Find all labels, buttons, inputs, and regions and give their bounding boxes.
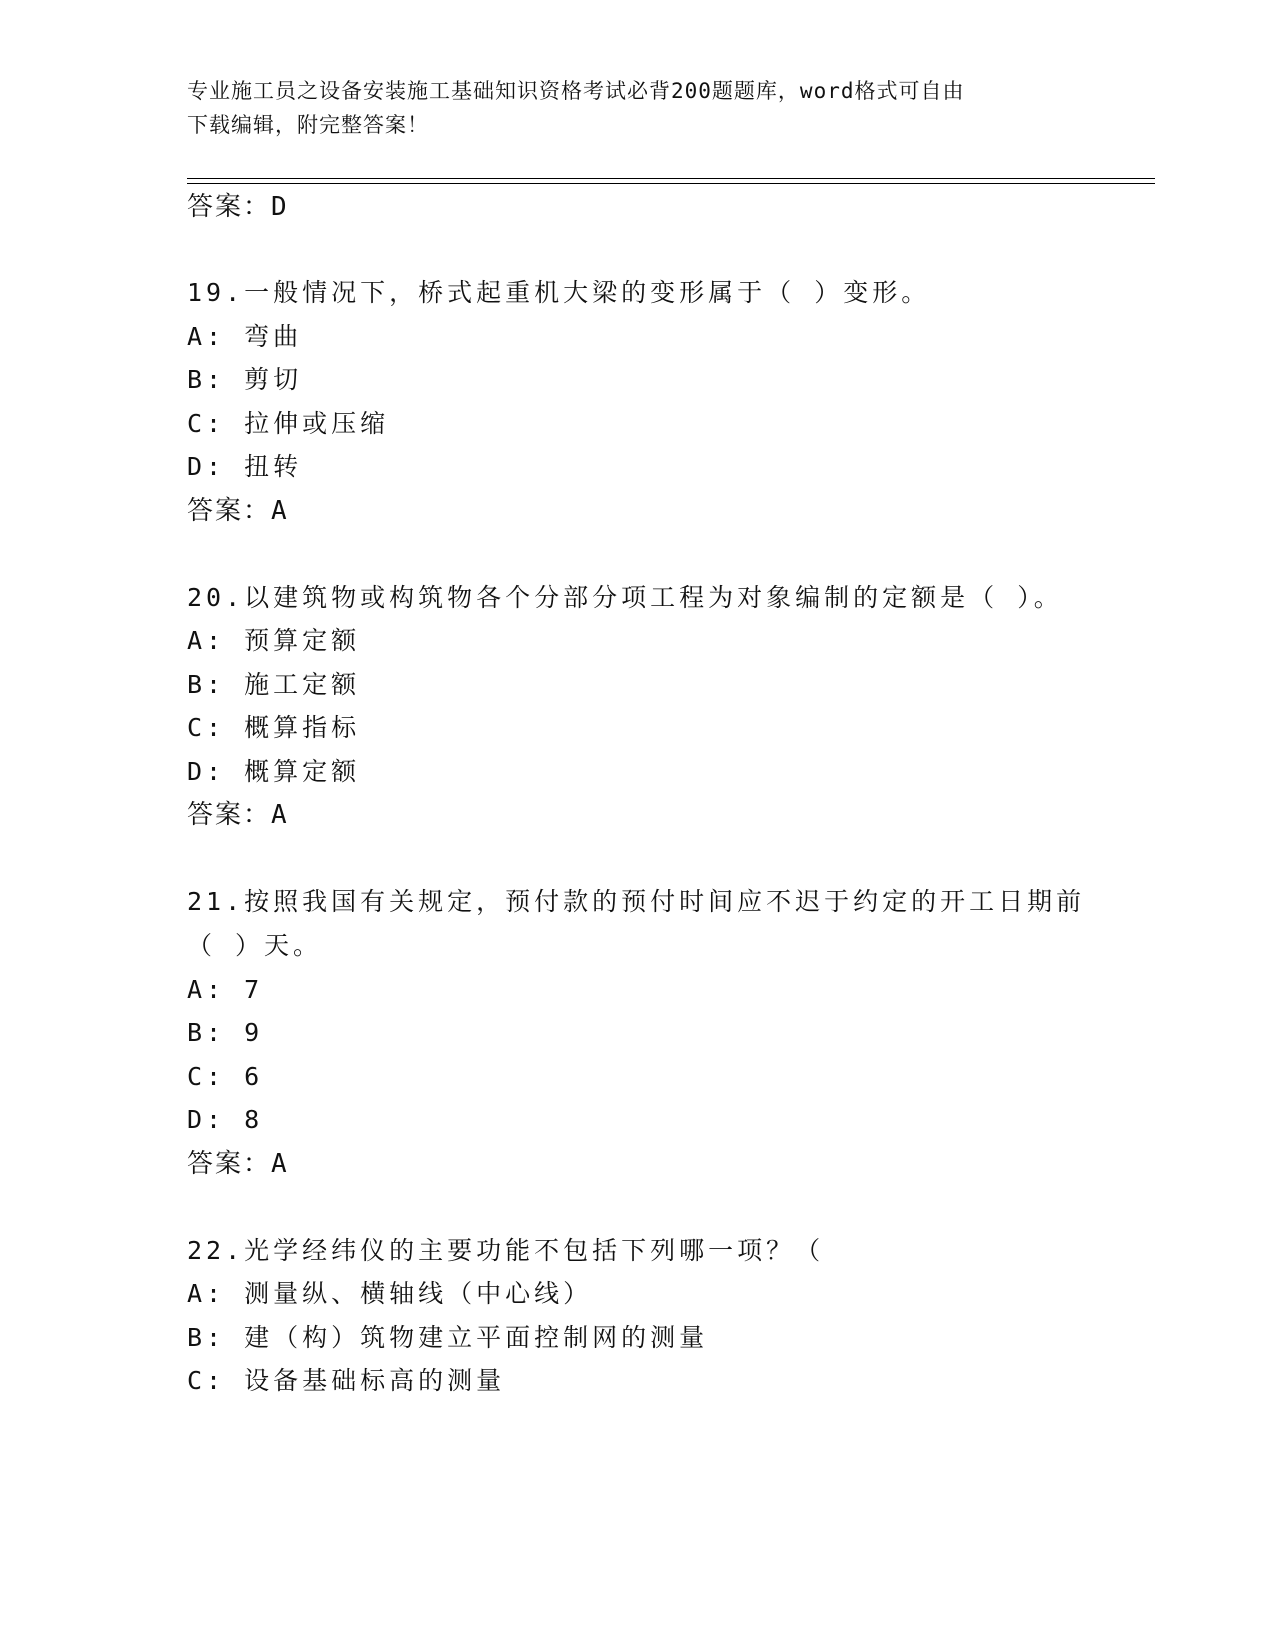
question-19-option-c: C: 拉伸或压缩 bbox=[187, 409, 390, 438]
question-19-option-b: B: 剪切 bbox=[187, 365, 303, 394]
question-20-option-b: B: 施工定额 bbox=[187, 670, 361, 699]
question-20-stem: 20.以建筑物或构筑物各个分部分项工程为对象编制的定额是（ ）。 bbox=[187, 583, 1063, 612]
question-21-option-d: D: 8 bbox=[187, 1105, 264, 1134]
header-line-1: 专业施工员之设备安装施工基础知识资格考试必背200题题库，word格式可自由 bbox=[187, 79, 965, 103]
question-19-stem: 19.一般情况下，桥式起重机大梁的变形属于（ ）变形。 bbox=[187, 278, 931, 307]
question-22-option-c: C: 设备基础标高的测量 bbox=[187, 1366, 506, 1395]
header-rule-top bbox=[187, 178, 1155, 179]
question-22-option-b: B: 建（构）筑物建立平面控制网的测量 bbox=[187, 1323, 709, 1352]
question-21-stem: 21.按照我国有关规定，预付款的预付时间应不迟于约定的开工日期前 bbox=[187, 887, 1086, 916]
document-header bbox=[187, 74, 1077, 142]
header-rule-bottom bbox=[187, 183, 1155, 184]
question-20-option-d: D: 概算定额 bbox=[187, 757, 361, 786]
header-line-2: 下载编辑，附完整答案！ bbox=[187, 113, 429, 137]
question-19-option-a: A: 弯曲 bbox=[187, 322, 303, 351]
question-22-option-a: A: 测量纵、横轴线（中心线） bbox=[187, 1279, 593, 1308]
question-22-stem: 22.光学经纬仪的主要功能不包括下列哪一项？（ bbox=[187, 1236, 825, 1265]
question-20-option-a: A: 预算定额 bbox=[187, 626, 361, 655]
question-21-option-b: B: 9 bbox=[187, 1018, 264, 1047]
question-19-option-d: D: 扭转 bbox=[187, 452, 303, 481]
question-21-stem-cont: （ ）天。 bbox=[187, 931, 323, 960]
question-21-option-a: A: 7 bbox=[187, 975, 264, 1004]
question-19-answer: 答案：A bbox=[187, 496, 289, 526]
question-21-answer: 答案：A bbox=[187, 1149, 289, 1179]
question-21-option-c: C: 6 bbox=[187, 1062, 264, 1091]
question-20-answer: 答案：A bbox=[187, 800, 289, 830]
question-20-option-c: C: 概算指标 bbox=[187, 713, 361, 742]
prev-answer: 答案：D bbox=[187, 192, 289, 222]
